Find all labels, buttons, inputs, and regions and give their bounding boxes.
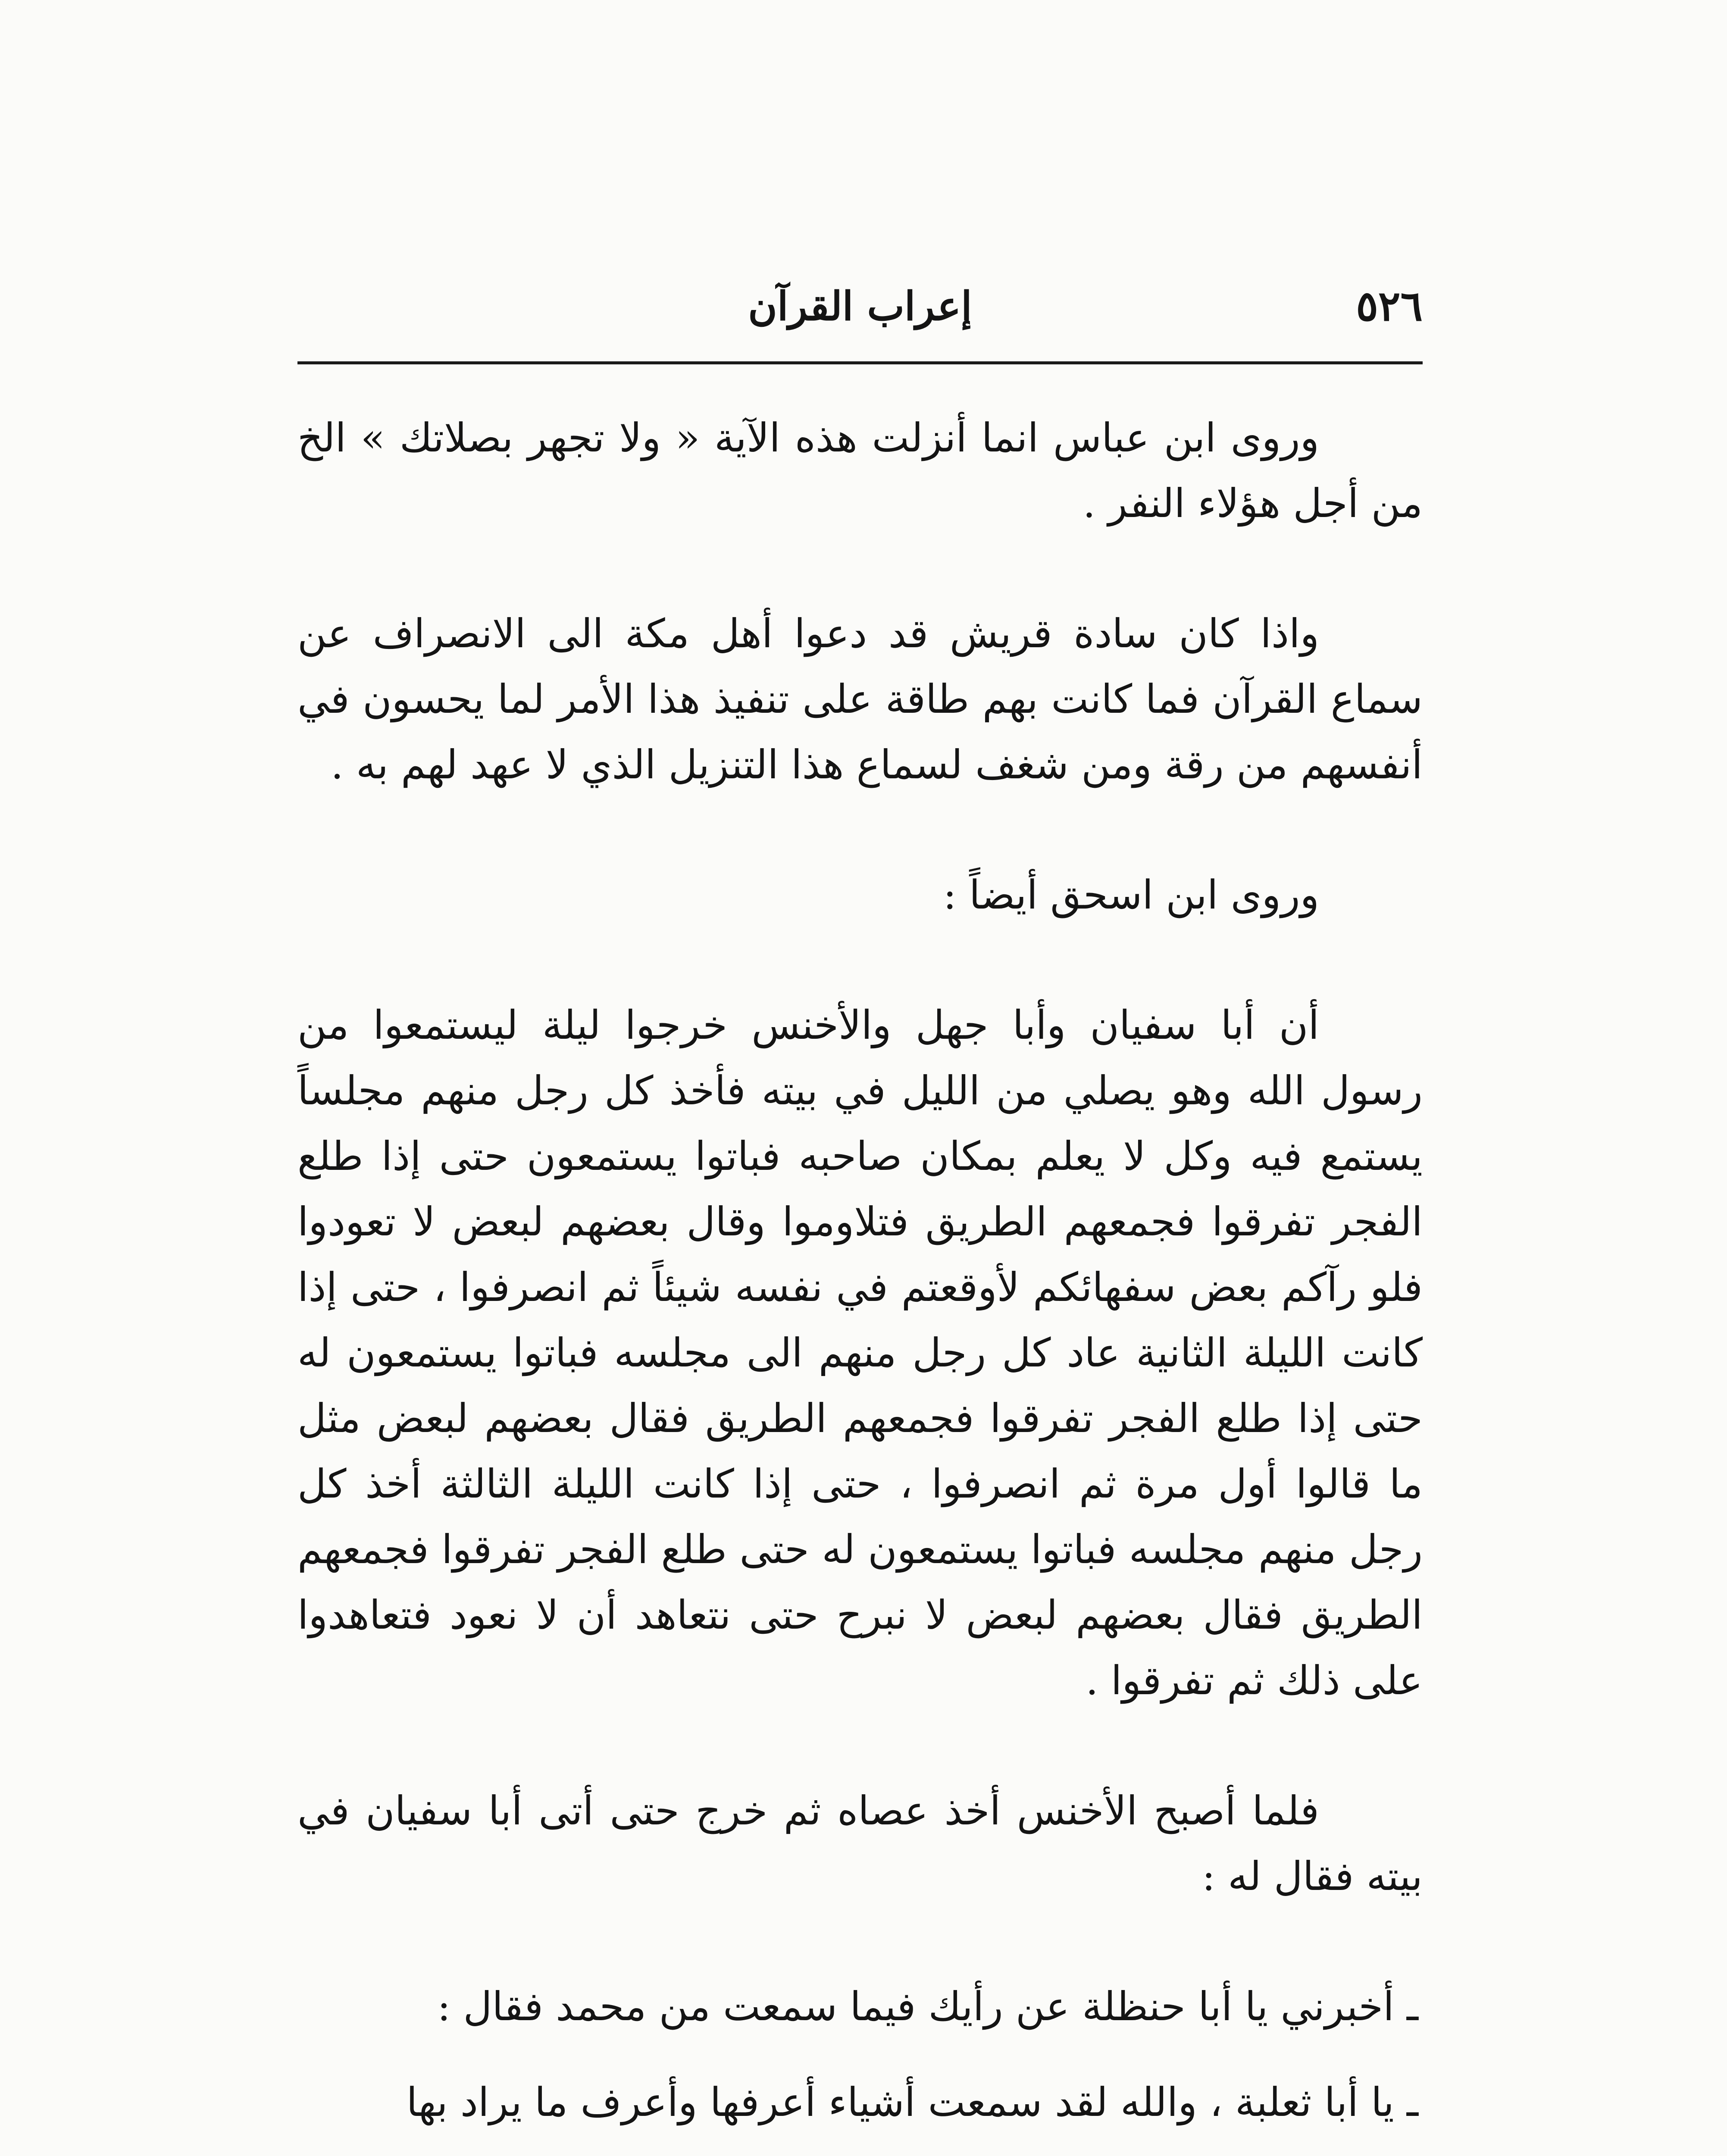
dialog-line-2: ـ يا أبا ثعلبة ، والله لقد سمعت أشياء أعرفها وأعرف ما يراد بها	[406, 2079, 1418, 2125]
paragraph-3: وروى ابن اسحق أيضاً :	[943, 872, 1319, 918]
header-rule	[297, 361, 1423, 364]
page-header	[297, 276, 1423, 336]
running-title: إعراب القرآن	[748, 283, 972, 329]
paragraph-1: وروى ابن عباس انما أنزلت هذه الآية « ولا تجهر بصلاتك » الخ من أجل هؤلاء النفر .	[297, 415, 1423, 526]
page-body	[297, 405, 1423, 2135]
paragraph-5: فلما أصبح الأخنس أخذ عصاه ثم خرج حتى أتى أبا سفيان في بيته فقال له :	[297, 1788, 1423, 1899]
paragraph-4: أن أبا سفيان وأبا جهل والأخنس خرجوا ليلة ليستمعوا من رسول الله وهو يصلي من الليل في بيته فأخذ كل رجل منهم مجلساً يستمع فيه وكل لا يعلم بمكان صاحبه فباتوا يستمعون حتى إذا طلع الفجر تفرقوا فجمعهم الطريق فتلاوموا وقال بعضهم لبعض لا تعودوا فلو رآكم بعض سفهائكم لأوقعتم في نفسه شيئاً ثم انصرفوا ، حتى إذا كانت الليلة الثانية عاد كل رجل منهم الى مجلسه فباتوا يستمعون له حتى إذا طلع الفجر تفرقوا فجمعهم الطريق فقال بعضهم لبعض مثل ما قالوا أول مرة ثم انصرفوا ، حتى إذا كانت الليلة الثالثة أخذ كل رجل منهم مجلسه فباتوا يستمعون له حتى طلع الفجر تفرقوا فجمعهم الطريق فقال بعضهم لبعض لا نبرح حتى نتعاهد أن لا نعود فتعاهدوا على ذلك ثم تفرقوا .	[297, 1002, 1423, 1704]
dialog-line-1: ـ أخبرني يا أبا حنظلة عن رأيك فيما سمعت من محمد فقال :	[437, 1984, 1418, 2030]
paragraph-2: واذا كان سادة قريش قد دعوا أهل مكة الى الانصراف عن سماع القرآن فما كانت بهم طاقة على تنفيذ هذا الأمر لما يحسون في أنفسهم من رقة ومن شغف لسماع هذا التنزيل الذي لا عهد لهم به .	[297, 611, 1423, 788]
page-number: ٥٢٦	[1356, 282, 1423, 330]
